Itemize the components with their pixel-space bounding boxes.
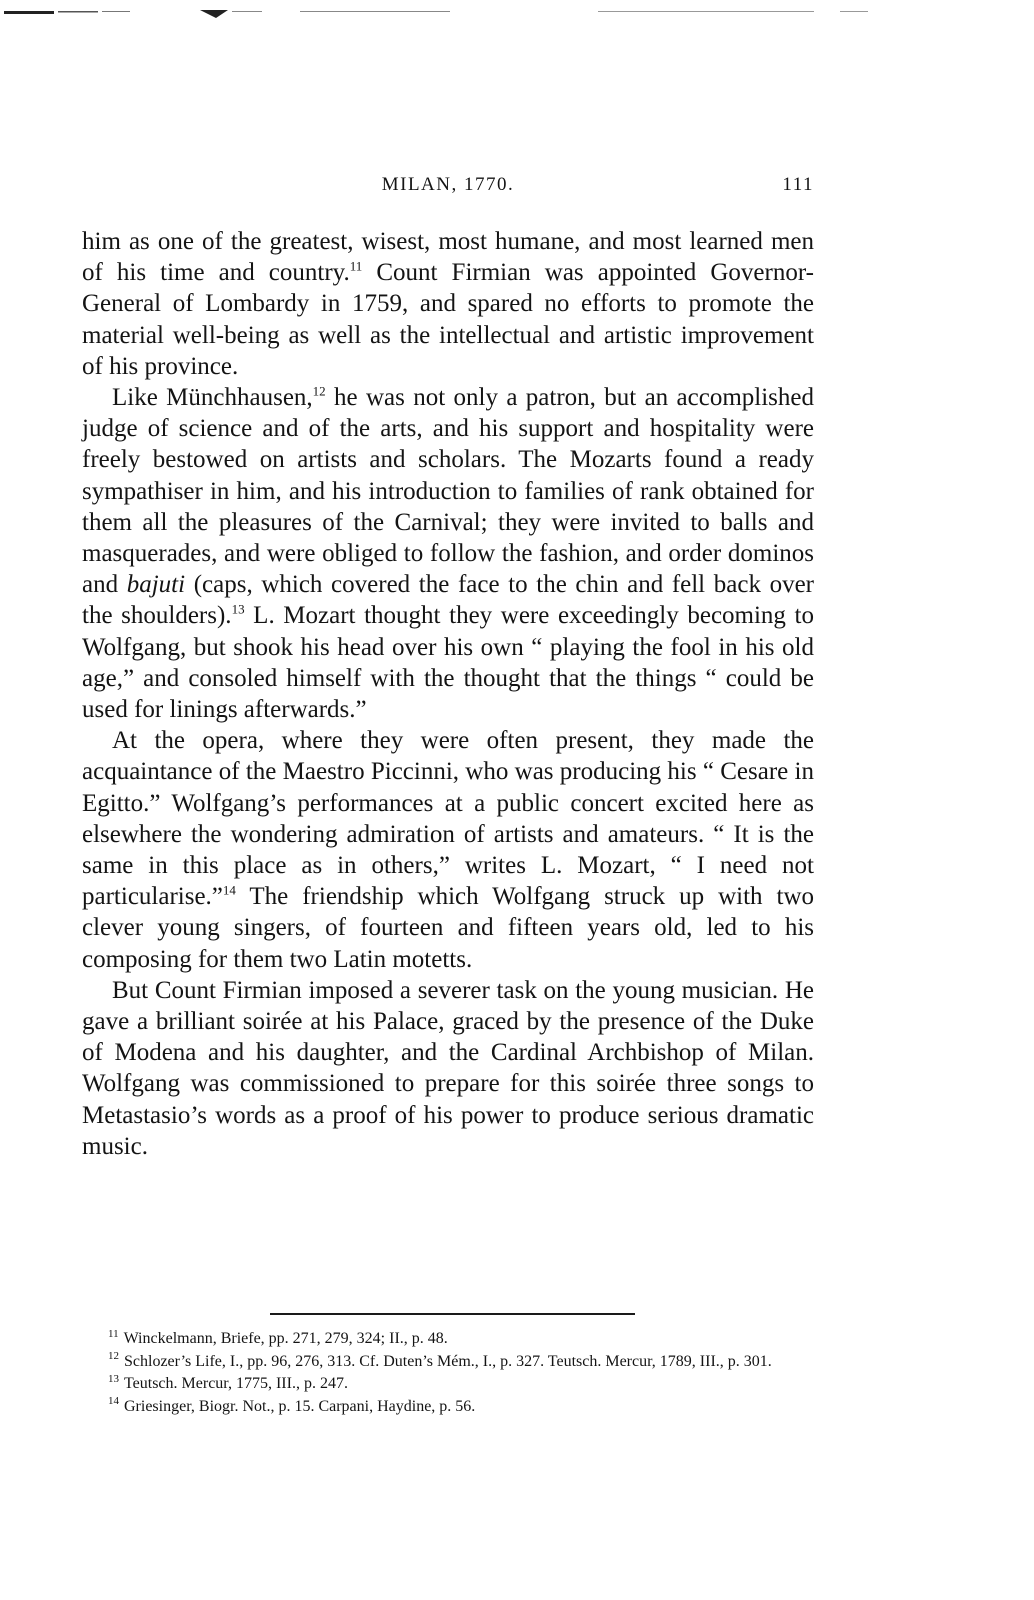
italic-text: bajuti (126, 571, 186, 599)
footnote (82, 1328, 814, 1351)
footnote-number: 14 (108, 1395, 119, 1408)
scan-edge-artifact (0, 6, 1034, 18)
paragraph-text: (caps, which covered the face to the chin and fell back over the shoulders). (82, 571, 814, 630)
running-head (82, 174, 814, 200)
footnote (82, 1351, 814, 1374)
paragraph-text: Count Firmian was appointed Governor-General of Lombardy in 1759, and spared no efforts to promote the material well-being as well as the intellectual and artistic improvement of his province. (82, 259, 814, 380)
footnote-text: Schlozer’s Life, I., pp. 96, 276, 313. Cf. Duten’s Mém., I., p. 327. Teutsch. Mercur, 1789, III., p. 301. (124, 1352, 772, 1370)
footnote-number: 13 (108, 1372, 119, 1385)
footnote (82, 1373, 814, 1396)
footnote-rule (270, 1313, 635, 1315)
paragraph-text: Like Münchhausen, (112, 384, 313, 412)
footnote-marker: 14 (222, 882, 236, 898)
footnote-marker: 12 (312, 383, 326, 399)
paragraph (82, 975, 814, 1162)
footnote-number: 11 (108, 1327, 119, 1340)
footnote-marker: 11 (349, 258, 363, 274)
paragraph (82, 725, 814, 975)
footnotes (82, 1328, 814, 1418)
paragraph-text: The friendship which Wolfgang struck up with two clever young singers, of fourteen and fifteen years old, led to his composing for them two Latin motetts. (82, 883, 814, 973)
paragraph (82, 382, 814, 725)
page-number: 111 (782, 174, 814, 195)
paragraph (82, 226, 814, 382)
footnote-number: 12 (108, 1350, 119, 1363)
footnote-text: Griesinger, Biogr. Not., p. 15. Carpani, Haydine, p. 56. (124, 1397, 476, 1415)
footnote-text: Winckelmann, Briefe, pp. 271, 279, 324; II., p. 48. (123, 1330, 448, 1347)
paragraph-text: him as one of the greatest, wisest, most humane, and most learned men of his time and country. (82, 228, 814, 287)
paragraph-text: But Count Firmian imposed a severer task on the young musician. He gave a brilliant soirée at his Palace, graced by the presence of the Duke of Modena and his daughter, and the Cardinal Archbishop of Milan. Wolfgang was commissioned to prepare for this soirée three songs to Metastasio’s words as a proof of his power to produce serious dramatic music. (82, 976, 814, 1160)
body-text (82, 226, 814, 1162)
paragraph-text: At the opera, where they were often present, they made the acquaintance of the Maestro Piccinni, who was producing his “ Cesare in Egitto.” Wolfgang’s performances at a public concert excited here as elsewhere the wondering admiration of artists and amateurs. “ It is the same in this place as in others,” writes L. Mozart, “ I need not particularise.” (82, 727, 814, 911)
paragraph-text: L. Mozart thought they were exceedingly becoming to Wolfgang, but shook his head over his own “ playing the fool in his old age,” and consoled himself with the thought that the things “ could be used for linings afterwards.” (82, 602, 814, 724)
paragraph-text: he was not only a patron, but an accomplished judge of science and of the arts, and his support and hospitality were freely bestowed on artists and scholars. The Mozarts found a ready sympathiser in him, and his introduction to families of rank obtained for them all the pleasures of the Carnival; they were invited to balls and masquerades, and were obliged to follow the fashion, and order dominos and (82, 384, 814, 599)
footnote (82, 1396, 814, 1419)
footnote-marker: 13 (231, 602, 245, 618)
running-head-title: MILAN, 1770. (381, 174, 515, 195)
footnote-text: Teutsch. Mercur, 1775, III., p. 247. (124, 1375, 348, 1392)
